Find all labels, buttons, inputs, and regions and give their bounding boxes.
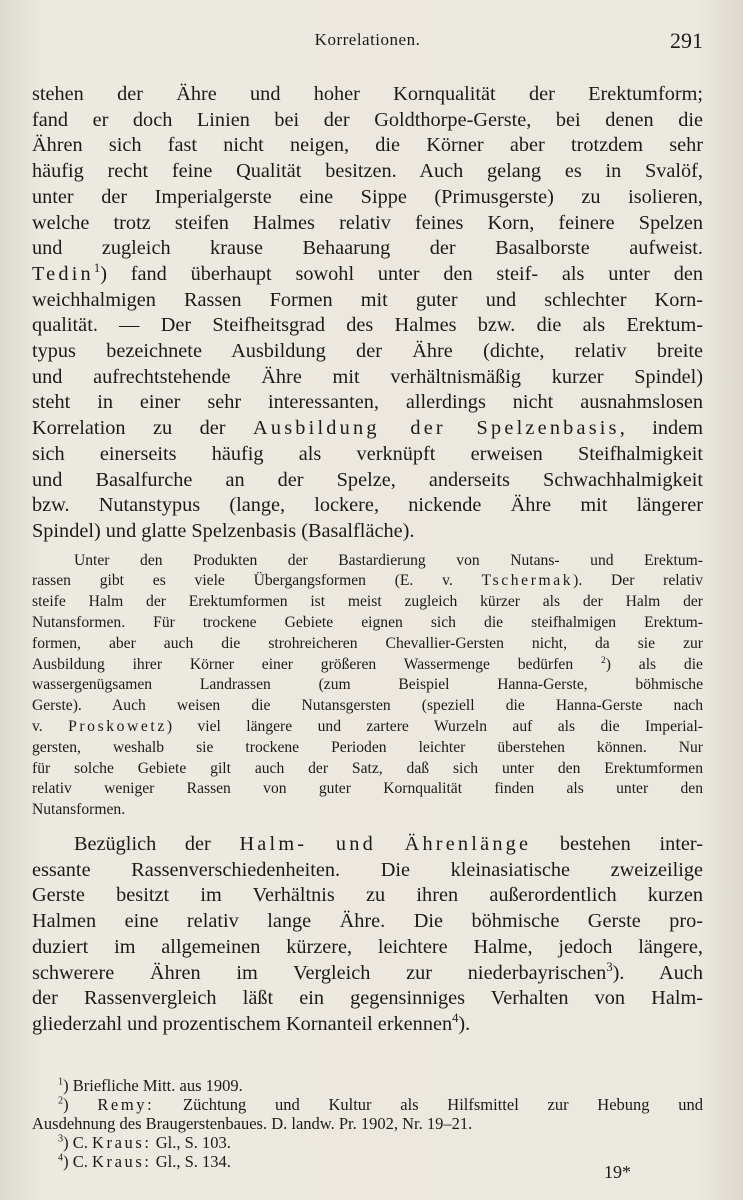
text-line: und Basalfurche an der Spelze, anderseits Schwachhalmigkeit bbox=[32, 468, 703, 491]
running-title: Korrelationen. bbox=[314, 30, 421, 49]
footnote-ref: 3 bbox=[606, 959, 613, 974]
text-line: Halmen eine relativ lange Ähre. Die böhmische Gerste pro- bbox=[32, 910, 703, 933]
text-fragment: ). Der relativ bbox=[573, 572, 704, 590]
text-fragment: bestehen inter- bbox=[559, 833, 703, 856]
text-fragment: Korrelation zu der bbox=[32, 417, 226, 440]
text-fragment: ) fand überhaupt sowohl unter den steif- als unter den bbox=[100, 262, 703, 285]
text-line: und aufrechtstehende Ähre mit verhältnismäßig kurzer Spindel) bbox=[32, 365, 703, 388]
text-line: unter der Imperialgerste eine Sippe (Primusgerste) zu isolieren, bbox=[32, 185, 703, 208]
footnote-text: Gl., S. 134. bbox=[155, 1151, 231, 1171]
footnote-ref: 4 bbox=[452, 1011, 459, 1026]
text-fragment: ) C. bbox=[63, 1151, 88, 1171]
text-line: für solche Gebiete gilt auch der Satz, daß sich unter den Erektumformen bbox=[32, 759, 703, 777]
text-line: gersten, weshalb sie trockene Perioden leichter überstehen können. Nur bbox=[32, 738, 703, 756]
text-fragment: , indem bbox=[619, 417, 703, 440]
text-fragment: ) C. bbox=[63, 1132, 88, 1152]
footnote-4 bbox=[32, 1152, 703, 1171]
page-number: 291 bbox=[670, 28, 703, 53]
text-line bbox=[32, 832, 703, 858]
text-line: welche trotz steifen Halmes relativ feines Korn, feinere Spelzen bbox=[32, 211, 703, 234]
text-fragment: ) viel längere und zartere Wurzeln auf als die Imperial- bbox=[166, 718, 703, 736]
text-line bbox=[32, 717, 703, 738]
author-name: Proskowetz bbox=[68, 718, 167, 736]
footnote-ref: 1 bbox=[93, 261, 101, 276]
signature-mark: 19* bbox=[604, 1162, 631, 1182]
running-head bbox=[32, 30, 703, 60]
text-line bbox=[32, 961, 703, 987]
paragraph-1 bbox=[32, 82, 703, 545]
footnotes bbox=[32, 1076, 703, 1171]
text-line: sich einerseits häufig als verknüpft erweisen Steifhalmigkeit bbox=[32, 442, 703, 465]
text-line bbox=[32, 571, 703, 592]
text-line: Unter den Produkten der Bastardierung von Nutans- und Erektum- bbox=[74, 551, 703, 569]
text-line: Nutansformen. bbox=[32, 801, 126, 819]
footnote-2-continued: Ausdehnung des Braugerstenbaues. D. landw. Pr. 1902, Nr. 19–21. bbox=[32, 1113, 473, 1133]
text-line bbox=[32, 655, 703, 676]
author-name: Tschermak bbox=[481, 572, 574, 590]
emphasis-spaced: Ausbildung der Spelzenbasis bbox=[253, 417, 620, 440]
footnote-marker: 1 bbox=[58, 1076, 64, 1088]
text-line bbox=[32, 262, 703, 288]
text-line: weichhalmigen Rassen Formen mit guter und schlechter Korn- bbox=[32, 288, 703, 311]
text-line: steife Halm der Erektumformen ist meist zugleich kürzer als der Halm der bbox=[32, 593, 703, 611]
text-fragment: ). Auch bbox=[612, 961, 703, 984]
emphasis-spaced: und bbox=[335, 833, 376, 856]
text-line: wassergenügsamen Landrassen (zum Beispiel Hanna-Gerste, böhmische bbox=[32, 676, 703, 694]
footnote-1 bbox=[32, 1076, 703, 1095]
text-line: Ähren sich fast nicht neigen, die Körner aber trotzdem sehr bbox=[32, 134, 703, 157]
text-line: essante Rassenverschiedenheiten. Die kleinasiatische zweizeilige bbox=[32, 858, 703, 881]
footnote-marker: 3 bbox=[58, 1133, 64, 1145]
emphasis-spaced: Ährenlänge bbox=[404, 833, 532, 856]
text-line: bzw. Nutanstypus (lange, lockere, nickende Ähre mit längerer bbox=[32, 494, 703, 517]
text-fragment: v. bbox=[32, 718, 43, 736]
text-line: qualität. — Der Steifheitsgrad des Halmes bzw. die als Erektum- bbox=[32, 314, 703, 337]
footnote-marker: 4 bbox=[58, 1152, 64, 1164]
footnote-3 bbox=[32, 1133, 703, 1152]
text-fragment: ) als die bbox=[605, 655, 703, 673]
text-line bbox=[32, 1012, 703, 1038]
text-line: fand er doch Linien bei der Goldthorpe-Gerste, bei denen die bbox=[32, 108, 703, 131]
author-name: Remy: bbox=[97, 1094, 155, 1114]
text-line: steht in einer sehr interessanten, allerdings nicht ausnahmslosen bbox=[32, 391, 703, 414]
footnote-text: Gl., S. 103. bbox=[155, 1132, 231, 1152]
text-fragment: Bezüglich der bbox=[74, 833, 211, 856]
author-name: Kraus: bbox=[91, 1151, 152, 1171]
paragraph-2 bbox=[32, 832, 703, 1038]
text-line: relativ weniger Rassen von guter Kornqualität finden als unter den bbox=[32, 780, 703, 798]
text-line: der Rassenvergleich läßt ein gegensinniges Verhalten von Halm- bbox=[32, 987, 703, 1010]
text-fragment: Ausbildung ihrer Körner einer größeren Wassermenge bedürfen bbox=[32, 655, 574, 673]
footnote-2: $^2$) Remy: Züchtung und Kultur als Hilfsmittel zur Hebung und bbox=[58, 1094, 704, 1114]
footnote-text: ) Briefliche Mitt. aus 1909. bbox=[63, 1075, 243, 1095]
text-line: Spindel) und glatte Spelzenbasis (Basalfläche). bbox=[32, 519, 415, 542]
emphasis-spaced: Halm- bbox=[239, 833, 308, 856]
small-print-paragraph bbox=[32, 551, 703, 821]
text-line: Gerste besitzt im Verhältnis zu ihren außerordentlich kurzen bbox=[32, 884, 703, 907]
text-line: Nutansformen. Für trockene Gebiete eignen sich die steifhalmigen Erektum- bbox=[32, 614, 703, 632]
text-line bbox=[32, 416, 703, 442]
text-line: stehen der Ähre und hoher Kornqualität der Erektumform; bbox=[32, 83, 703, 105]
text-fragment: rassen gibt es viele Übergangsformen (E. v. bbox=[32, 572, 453, 590]
author-name: Tedin bbox=[32, 262, 94, 285]
text-line: und zugleich krause Behaarung der Basalborste aufweist. bbox=[32, 237, 703, 260]
footnote-marker: 2 bbox=[58, 1095, 64, 1107]
text-line: duziert im allgemeinen kürzere, leichtere Halme, jedoch längere, bbox=[32, 935, 703, 958]
footnote-ref: 2 bbox=[600, 654, 606, 666]
text-fragment: schwerere Ähren im Vergleich zur niederbayrischen bbox=[32, 961, 607, 984]
text-fragment: gliederzahl und prozentischem Kornanteil erkennen bbox=[32, 1012, 453, 1035]
text-line: Gerste). Auch weisen die Nutansgersten (speziell die Hanna-Gerste nach bbox=[32, 697, 703, 715]
text-line: formen, aber auch die strohreicheren Chevallier-Gersten nicht, da sie zur bbox=[32, 634, 703, 652]
author-name: Kraus: bbox=[91, 1132, 152, 1152]
text-fragment: ). bbox=[458, 1012, 471, 1035]
text-line: typus bezeichnete Ausbildung der Ähre (dichte, relativ breite bbox=[32, 340, 703, 363]
footnote-text: Züchtung und Kultur als Hilfsmittel zur Hebung und bbox=[183, 1094, 704, 1114]
text-line: häufig recht feine Qualität besitzen. Auch gelang es in Svalöf, bbox=[32, 160, 703, 183]
